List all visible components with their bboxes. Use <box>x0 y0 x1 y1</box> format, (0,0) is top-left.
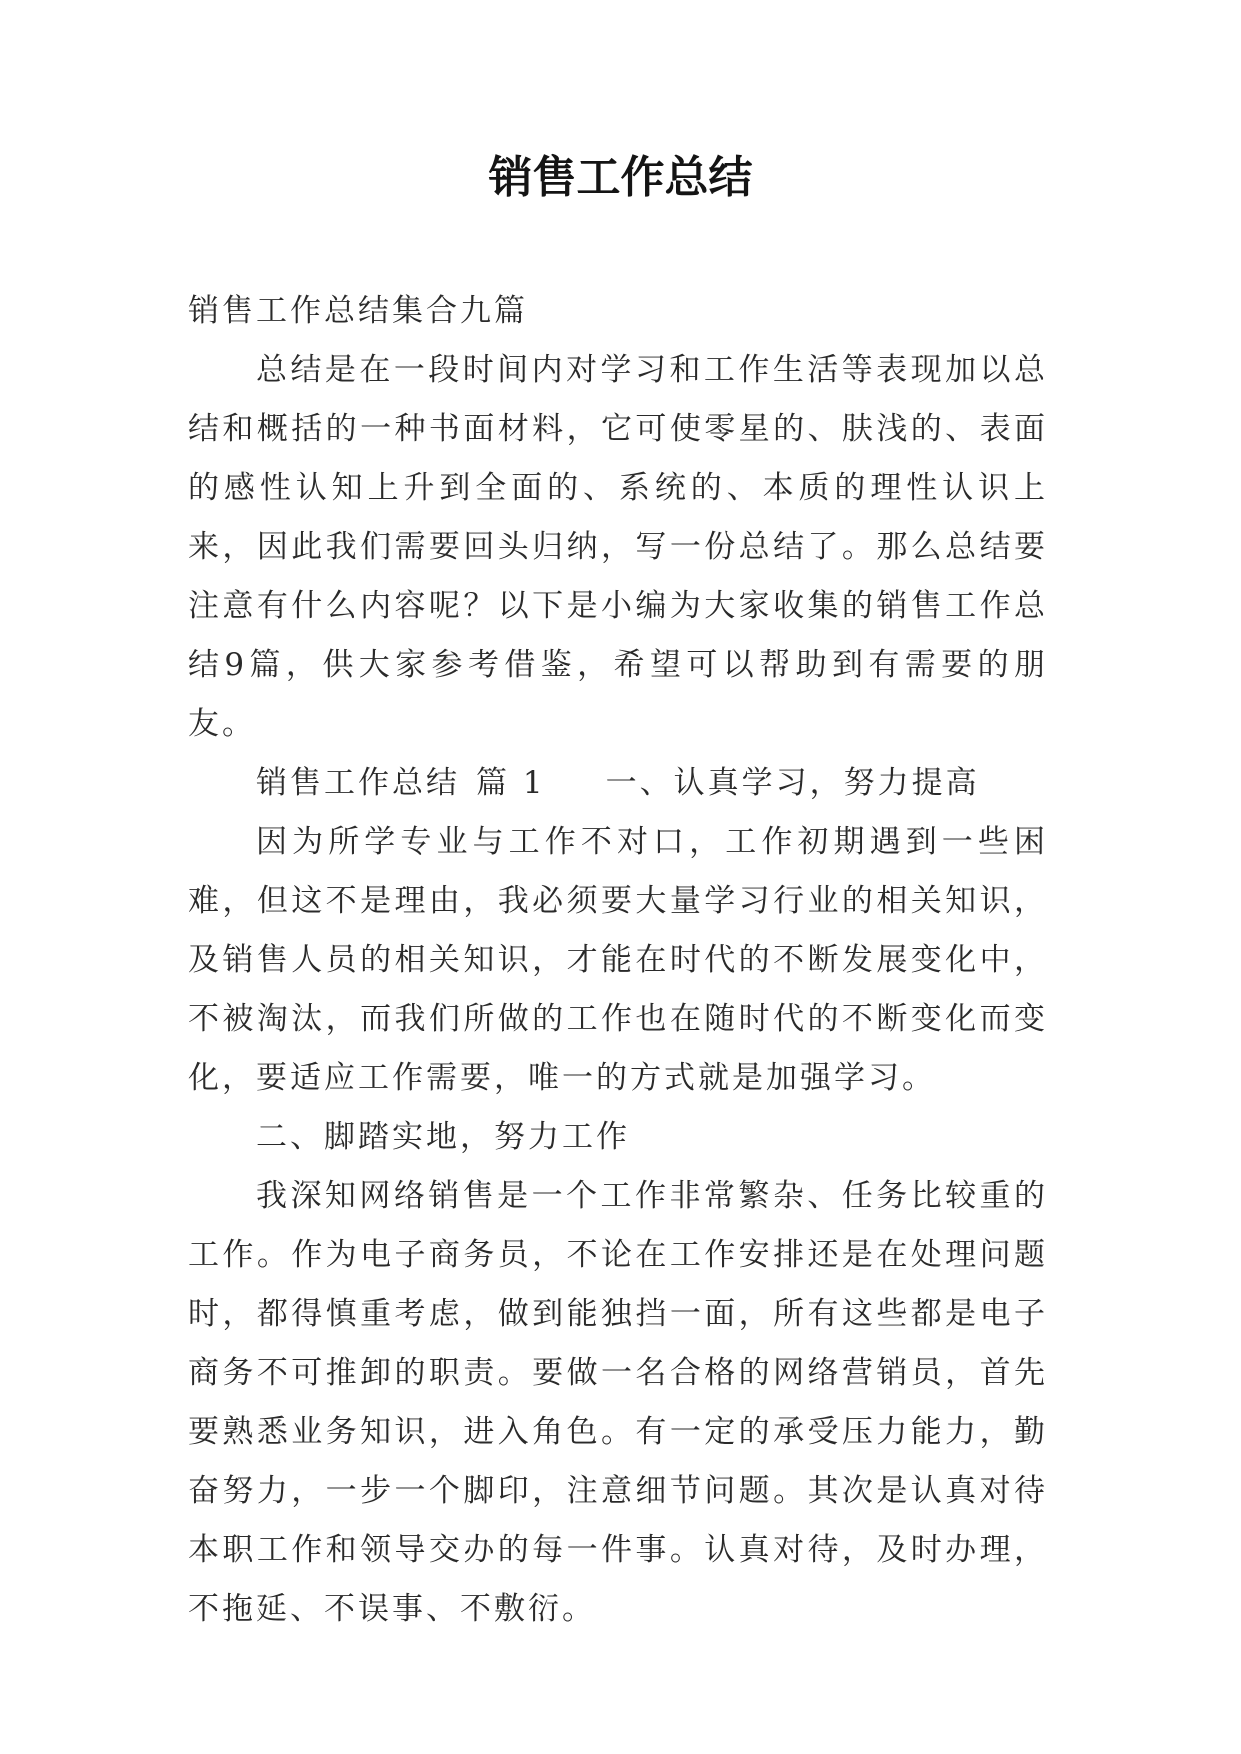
section-1-paragraph: 因为所学专业与工作不对口，工作初期遇到一些困难，但这不是理由，我必须要大量学习行业的相关知识，及销售人员的相关知识，才能在时代的不断发展变化中，不被淘汰，而我们所做的工作也在随时代的不断变化而变化，要适应工作需要，唯一的方式就是加强学习。 <box>188 824 1048 1096</box>
part-label: 销售工作总结 <box>256 765 460 801</box>
part-heading-line <box>188 754 1048 813</box>
intro-paragraph: 总结是在一段时间内对学习和工作生活等表现加以总结和概括的一种书面材料，它可使零星的、肤浅的、表面的感性认知上升到全面的、系统的、本质的理性认识上来，因此我们需要回头归纳，写一份总结了。那么总结要注意有什么内容呢？以下是小编为大家收集的销售工作总结9篇，供大家参考借鉴，希望可以帮助到有需要的朋友。 <box>188 352 1048 742</box>
part-number: 篇 1 <box>476 765 546 801</box>
document-title: 销售工作总结 <box>488 152 753 203</box>
section-2-paragraph: 我深知网络销售是一个工作非常繁杂、任务比较重的工作。作为电子商务员，不论在工作安排还是在处理问题时，都得慎重考虑，做到能独挡一面，所有这些都是电子商务不可推卸的职责。要做一名合格的网络营销员，首先要熟悉业务知识，进入角色。有一定的承受压力能力，勤奋努力，一步一个脚印，注意细节问题。其次是认真对待本职工作和领导交办的每一件事。认真对待，及时办理，不拖延、不误事、不敷衍。 <box>188 1178 1048 1627</box>
section-1-heading: 一、认真学习，努力提高 <box>605 765 980 801</box>
document-subtitle: 销售工作总结集合九篇 <box>188 293 528 329</box>
document-body <box>188 282 1048 1639</box>
section-2-heading: 二、脚踏实地，努力工作 <box>256 1119 630 1155</box>
